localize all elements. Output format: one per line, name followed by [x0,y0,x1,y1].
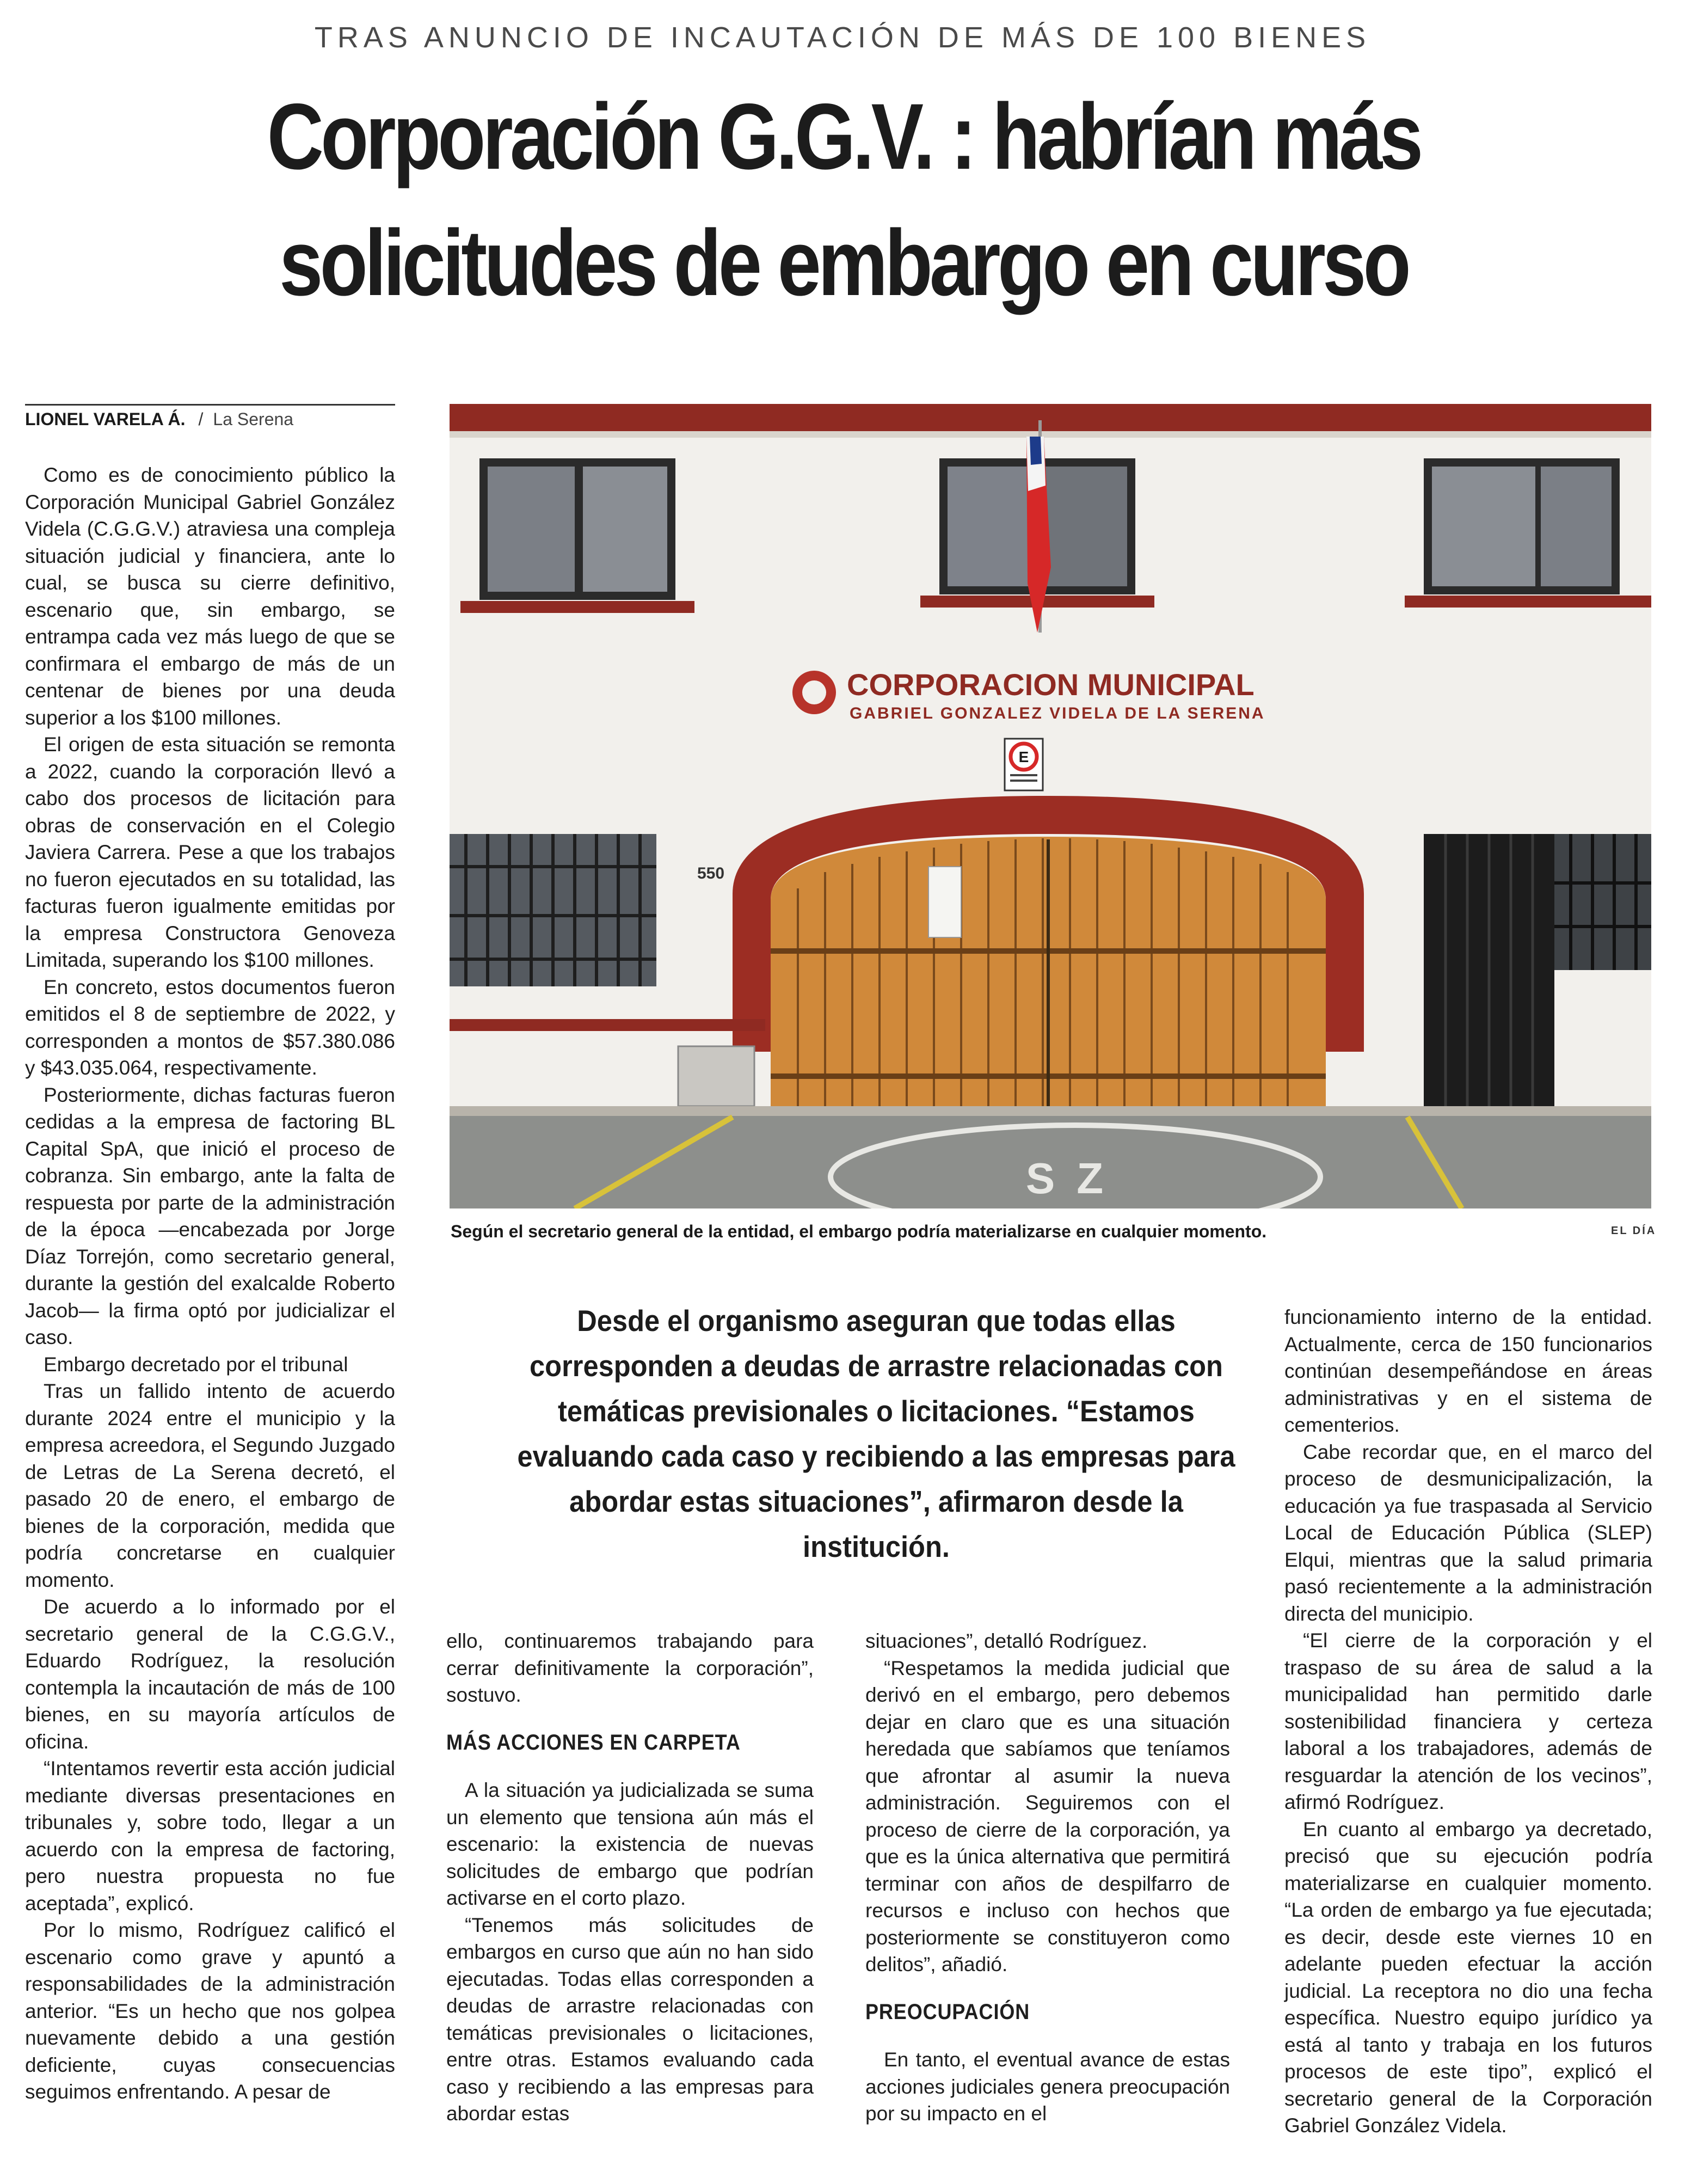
sign-line-1: CORPORACION MUNICIPAL [847,667,1254,702]
col1-paragraph: Por lo mismo, Rodríguez calificó el escenario como grave y apuntó a responsabilidades de la administración anterior. “Es un hecho que nos golpea nuevamente debido a una gestión deficiente, cuyas consecuencias seguimos enfrentando. A pesar de [25,1919,395,2103]
notice-paper [928,867,961,937]
col1-subheading: Embargo decretado por el tribunal [44,1353,348,1376]
byline [25,409,293,430]
col1-paragraph: En concreto, estos documentos fueron emitidos el 8 de septiembre de 2022, y corresponden a montos de $57.380.086 y $43.035.064, respectivamente. [25,976,395,1079]
sign-line-2: GABRIEL GONZALEZ VIDELA DE LA SERENA [850,704,1265,722]
svg-text:E: E [1018,749,1029,765]
right-barred-window [1554,834,1651,970]
col2-paragraph: “Tenemos más solicitudes de embargos en curso que aún no han sido ejecutadas. Todas ellas corresponden a deudas de arrastre relacionadas con temáticas previsionales o licitaciones, entre otras. Estamos evaluando cada caso y recibiendo a las empresas para abordar estas [446,1913,814,2125]
kicker: TRAS ANUNCIO DE INCAUTACIÓN DE MÁS DE 100 BIENES [314,21,1371,54]
meter-box [678,1046,754,1106]
upper-window-left [460,458,694,613]
col2-paragraph: ello, continuaremos trabajando para cerrar definitivamente la corporación”, sostuvo. [446,1630,814,1706]
headline-line-1: Corporación G.G.V. : habrían más [267,84,1420,189]
wooden-gate [771,837,1326,1106]
roof-trim [450,404,1651,431]
article-photo [450,404,1651,1208]
column-4 [1284,1304,1652,2139]
col3-heading: PREOCUPACIÓN [865,1999,1030,2024]
photo-illustration [450,404,1651,1208]
col2-heading: MÁS ACCIONES EN CARPETA [446,1730,741,1754]
col3-paragraph: situaciones”, detalló Rodríguez. [865,1630,1148,1652]
col3-paragraph: En tanto, el eventual avance de estas acciones judiciales genera preocupación por su impacto en el [865,2048,1230,2125]
col4-paragraph: Cabe recordar que, en el marco del proceso de desmunicipalización, la educación ya fue traspasada al Servicio Local de Educación Pública (SLEP) Elqui, mientras que la salud primaria pasó recientemente a la administración directa del municipio. [1284,1440,1652,1625]
photo-caption: Según el secretario general de la entidad, el embargo podría materializarse en cualquier momento. [451,1222,1267,1241]
pull-quote: Desde el organismo aseguran que todas ellas corresponden a deudas de arrastre relacionadas con temáticas previsionales o licitaciones. “Estamos evaluando cada caso y recibiendo a las empresas para abordar estas situaciones”, afirmaron desde la institución. [517,1304,1235,1563]
col1-paragraph: El origen de esta situación se remonta a 2022, cuando la corporación llevó a cabo dos procesos de licitación para obras de conservación en el Colegio Javiera Carrera. Pese a que los trabajos no fueron ejecutados en su totalidad, las facturas fueron igualmente emitidas por la empresa Constructora Genoveza Limitada, superando los $100 millones. [25,733,395,971]
col1-paragraph: De acuerdo a lo informado por el secretario general de la C.G.G.V., Eduardo Rodríguez, la resolución contempla la incautación de más de 100 bienes, en su mayoría artículos de oficina. [25,1596,395,1753]
no-parking-sign [1005,739,1043,790]
ground-text: SZ [1025,1154,1126,1203]
col4-paragraph: funcionamiento interno de la entidad. Actualmente, cerca de 150 funcionarios continúan desempeñándose en áreas administrativas y en el sistema de cementerios. [1284,1306,1652,1436]
col4-paragraph: En cuanto al embargo ya decretado, precisó que su ejecución podría materializarse en cualquier momento. “La orden de embargo ya fue ejecutada; es decir, desde este viernes 10 en adelante pueden efectuar la acción judicial. La receptora no dio una fecha específica. Nuestro equipo jurídico ya está al tanto y trabaja en los futuros procesos de este tipo”, explicó el secretario general de la Corporación Gabriel González Videla. [1284,1818,1652,2137]
column-2 [446,1628,814,2127]
byline-slash: / [198,409,204,429]
col1-paragraph: Tras un fallido intento de acuerdo durante 2024 entre el municipio y la empresa acreedora, el Segundo Juzgado de Letras de La Serena decretó, el pasado 20 de enero, el embargo de bienes de la corporación, medida que podría concretarse en cualquier momento. [25,1380,395,1591]
byline-rule [25,404,395,406]
col1-paragraph: Como es de conocimiento público la Corporación Municipal Gabriel González Videla (C.G.G.V.) atraviesa una compleja situación judicial y financiera, ante lo cual, se busca su cierre definitivo, escenario que, sin embargo, se entrampa cada vez más luego de que se confirmara el embargo de más de un centenar de bienes por una deuda superior a los $100 millones. [25,464,395,729]
col4-paragraph: “El cierre de la corporación y el traspaso de su área de salud a la municipalidad han permitido darle sostenibilidad financiera y certeza laboral a los trabajadores, además de resguardar la atención de los vecinos”, afirmó Rodríguez. [1284,1629,1652,1813]
col3-paragraph: “Respetamos la medida judicial que derivó en el embargo, pero debemos dejar en claro que es una situación heredada que sabíamos que teníamos que afrontar al asumir la nueva administración. Seguiremos con el proceso de cierre de la corporación, ya que es la única alternativa que permitirá terminar con años de despilfarro de recursos e incluso con hechos que posteriormente se constituyeron como delitos”, añadió. [865,1657,1230,1976]
headline-line-2: solicitudes de embargo en curso [279,211,1408,315]
upper-window-right [1405,458,1651,608]
headline [204,73,1484,326]
column-3 [865,1628,1230,2127]
byline-location: La Serena [213,409,294,429]
col1-paragraph: “Intentamos revertir esta acción judicial mediante diversas presentaciones en tribunales y, sobre todo, llegar a un acuerdo con la empresa de factoring, pero nuestra propuesta no fue aceptada”, explicó. [25,1757,395,1915]
right-door [1424,834,1554,1112]
col2-paragraph: A la situación ya judicializada se suma un elemento que tensiona aún más el escenario: la existencia de nuevas solicitudes de embargo que podrían activarse en el corto plazo. [446,1779,814,1909]
column-1 [25,462,395,2106]
col1-paragraph: Posteriormente, dichas facturas fueron cedidas a la empresa de factoring BL Capital SpA, que inició el proceso de cobranza. Sin embargo, ante la falta de respuesta por parte de la administración de la época —encabezada por Jorge Díaz Torrejón, como secretario general, durante la gestión del exalcalde Roberto Jacob— la firma optó por judicializar el caso. [25,1083,395,1348]
corporation-sign [792,667,1265,722]
byline-author: LIONEL VARELA Á. [25,409,186,429]
house-number: 550 [697,864,725,882]
photo-credit: EL DÍA [1611,1225,1657,1237]
